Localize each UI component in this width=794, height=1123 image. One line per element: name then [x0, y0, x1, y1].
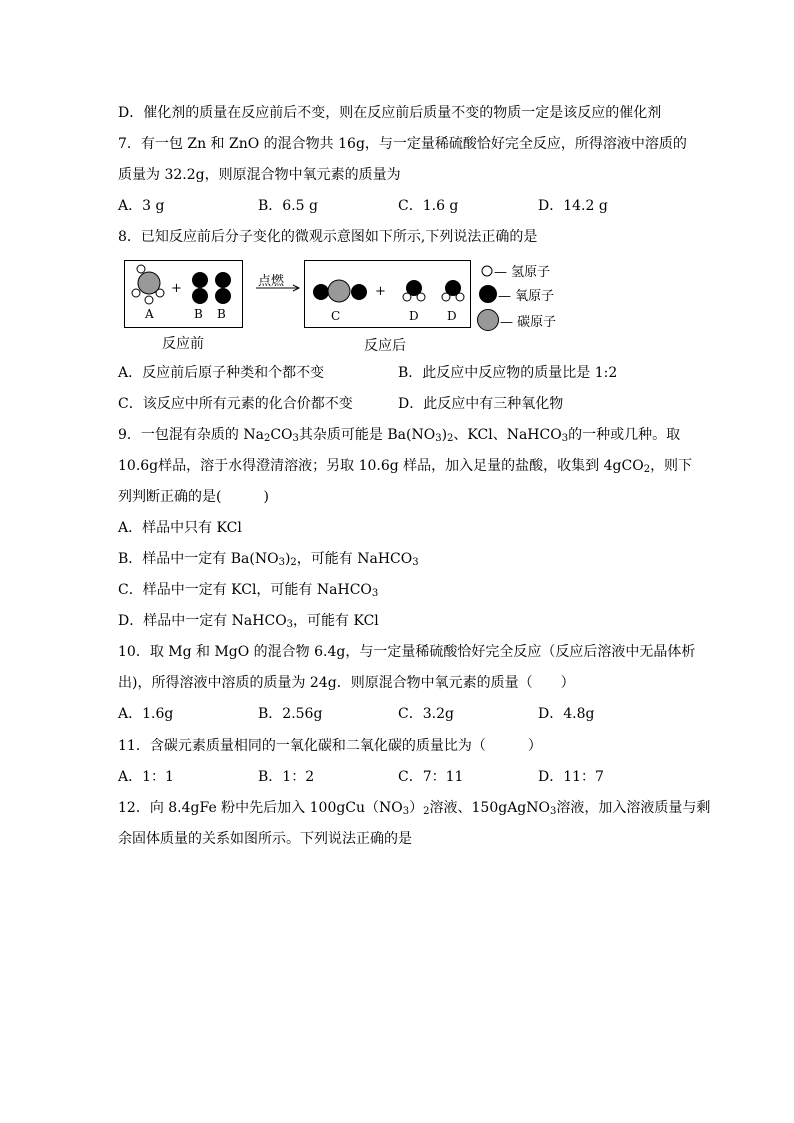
q9-stem-line3: 列判断正确的是( ) [118, 489, 269, 505]
ignite-label: 点燃 [258, 274, 285, 289]
q10-option-c: C．3.2g [398, 706, 454, 722]
reaction-arrow-icon [254, 284, 302, 294]
q6-option-d: D．催化剂的质量在反应前后不变，则在反应前后质量不变的物质一定是该反应的催化剂 [118, 105, 662, 121]
q7-options [118, 196, 678, 216]
q9-option-c-text: C．样品中一定有 KCl，可能有 NaHCO [118, 582, 372, 598]
q9-text: ，则下 [650, 458, 693, 474]
plus-sign-right: + [375, 284, 386, 299]
legend-hydrogen-label: — 氢原子 [494, 265, 551, 280]
q10-stem-line2: 出)，所得溶液中溶质的质量为 24g．则原混合物中氧元素的质量（ ） [118, 675, 575, 691]
molecule-d-1 [403, 280, 425, 301]
q8-option-b: B．此反应中反应物的质量比是 1:2 [398, 365, 618, 381]
label-b1: B [194, 307, 203, 321]
q7-stem-line2: 质量为 32.2g，则原混合物中氧元素的质量为 [118, 167, 401, 183]
q11-options [118, 767, 678, 787]
q9-text: ) [441, 427, 448, 443]
q8-option-c: C．该反应中所有元素的化合价都不变 [118, 396, 353, 412]
label-c: C [331, 309, 341, 323]
product-molecules [304, 260, 470, 327]
legend-hydrogen [480, 261, 550, 280]
oxygen-atom [192, 272, 208, 288]
q12-text: 溶液、150gAgNO [429, 800, 550, 816]
hydrogen-legend-icon [480, 264, 494, 278]
q12-stem-line1 [118, 798, 710, 818]
q12-stem-line2: 余固体质量的关系如图所示。下列说法正确的是 [118, 831, 412, 847]
q12-text: 12．向 8.4gFe 粉中先后加入 100gCu（NO [118, 800, 403, 816]
q11-stem: 11．含碳元素质量相同的一氧化碳和二氧化碳的质量比为（ ） [118, 738, 542, 754]
hydrogen-atom [442, 293, 450, 301]
carbon-atom [328, 280, 350, 302]
q9-sub: 3 [292, 433, 299, 444]
q9-sub: 2 [263, 433, 271, 444]
q9-stem-line2 [118, 456, 692, 476]
caption-before: 反应前 [162, 336, 204, 352]
q9-text: 、KCl、NaHCO [453, 427, 562, 443]
oxygen-atom [351, 284, 367, 300]
plus-sign-left: + [171, 281, 182, 296]
hydrogen-atom [145, 296, 153, 304]
q7-option-d: D．14.2 g [538, 198, 608, 214]
q10-stem-line1: 10．取 Mg 和 MgO 的混合物 6.4g，与一定量稀硫酸恰好完全反应（反应后溶液中无晶体析 [118, 644, 696, 660]
q12-sub: 3 [550, 806, 557, 817]
q9-text: CO [270, 427, 293, 443]
q8-stem: 8．已知反应前后分子变化的微观示意图如下所示,下列说法正确的是 [118, 229, 538, 245]
q9-sub: 3 [561, 433, 569, 444]
carbon-legend-icon [476, 308, 500, 332]
q12-text: 溶液，加入溶液质量与剩 [556, 800, 711, 816]
caption-after: 反应后 [364, 338, 406, 354]
q9-option-b [118, 549, 419, 569]
q8-option-d: D．此反应中有三种氧化物 [398, 396, 564, 412]
q11-option-d: D．11：7 [538, 769, 604, 785]
q9-option-d [118, 611, 379, 631]
oxygen-legend-icon [478, 284, 498, 304]
label-b2: B [217, 307, 226, 321]
legend-oxygen-label: — 氧原子 [498, 288, 555, 304]
q8-option-a: A．反应前后原子种类和个都不变 [118, 365, 325, 381]
q9-sub: 3 [412, 557, 419, 568]
q9-option-d-text: ，可能有 KCl [293, 613, 379, 629]
q12-sub: 3 [402, 806, 410, 817]
label-a: A [145, 307, 154, 321]
q7-option-c: C．1.6 g [398, 198, 459, 214]
legend-oxygen [478, 284, 554, 304]
q9-sub: 3 [278, 557, 285, 568]
q7-stem-line1: 7．有一包 Zn 和 ZnO 的混合物共 16g，与一定量稀硫酸恰好完全反应，所得溶液中溶质的 [118, 136, 687, 152]
q9-option-b-text: ，可能有 NaHCO [296, 551, 413, 567]
q10-options [118, 704, 678, 724]
q9-sub: 3 [371, 588, 379, 599]
q9-sub: 3 [286, 619, 294, 630]
hydrogen-atom [456, 293, 464, 301]
hydrogen-atom [417, 293, 425, 301]
q7-option-b: B．6.5 g [258, 198, 318, 214]
q9-text: 的一种或几种。取 [568, 427, 681, 443]
q8-options-row1 [118, 363, 678, 383]
q9-option-b-text: B．样品中一定有 Ba(NO [118, 551, 279, 567]
q11-option-a: A．1：1 [118, 769, 174, 785]
q9-text: 其杂质可能是 Ba(NO [298, 427, 436, 443]
q9-stem-line1 [118, 425, 680, 445]
oxygen-atom [313, 284, 329, 300]
q11-option-b: B．1：2 [258, 769, 315, 785]
molecule-d-2 [442, 280, 464, 301]
q9-sub: 3 [435, 433, 442, 444]
hydrogen-atom [403, 293, 411, 301]
label-d2: D [447, 309, 457, 323]
oxygen-atom [215, 272, 231, 288]
oxygen-atom [215, 288, 231, 304]
legend-carbon [476, 308, 556, 332]
q8-options-row2 [118, 394, 678, 414]
label-d1: D [409, 309, 419, 323]
q12-text: ） [409, 800, 424, 816]
q9-text: 9．一包混有杂质的 Na [118, 427, 264, 443]
carbon-atom [138, 272, 160, 294]
q9-sub: 2 [447, 433, 454, 444]
q10-option-b: B．2.56g [258, 706, 323, 722]
q9-sub: 2 [290, 557, 297, 568]
molecule-c [313, 280, 367, 302]
q10-option-a: A．1.6g [118, 706, 174, 722]
hydrogen-atom [137, 265, 145, 273]
molecule-a [132, 265, 164, 304]
oxygen-atom [192, 288, 208, 304]
q11-option-c: C．7：11 [398, 769, 464, 785]
molecule-b-2 [215, 272, 231, 304]
q9-option-c [118, 580, 378, 600]
q9-sub: 2 [643, 464, 651, 475]
q12-sub: 2 [423, 806, 430, 817]
q9-option-a: A．样品中只有 KCl [118, 520, 242, 536]
q9-option-b-text: ) [284, 551, 291, 567]
molecule-b-1 [192, 272, 208, 304]
hydrogen-atom [132, 289, 140, 297]
q9-text: 10.6g样品，溶于水得澄清溶液；另取 10.6g 样品，加入足量的盐酸，收集到 4gCO [118, 458, 644, 474]
q10-option-d: D．4.8g [538, 706, 595, 722]
legend-carbon-label: — 碳原子 [500, 314, 557, 330]
q9-option-d-text: D．样品中一定有 NaHCO [118, 613, 287, 629]
q7-option-a: A．3 g [118, 198, 165, 214]
